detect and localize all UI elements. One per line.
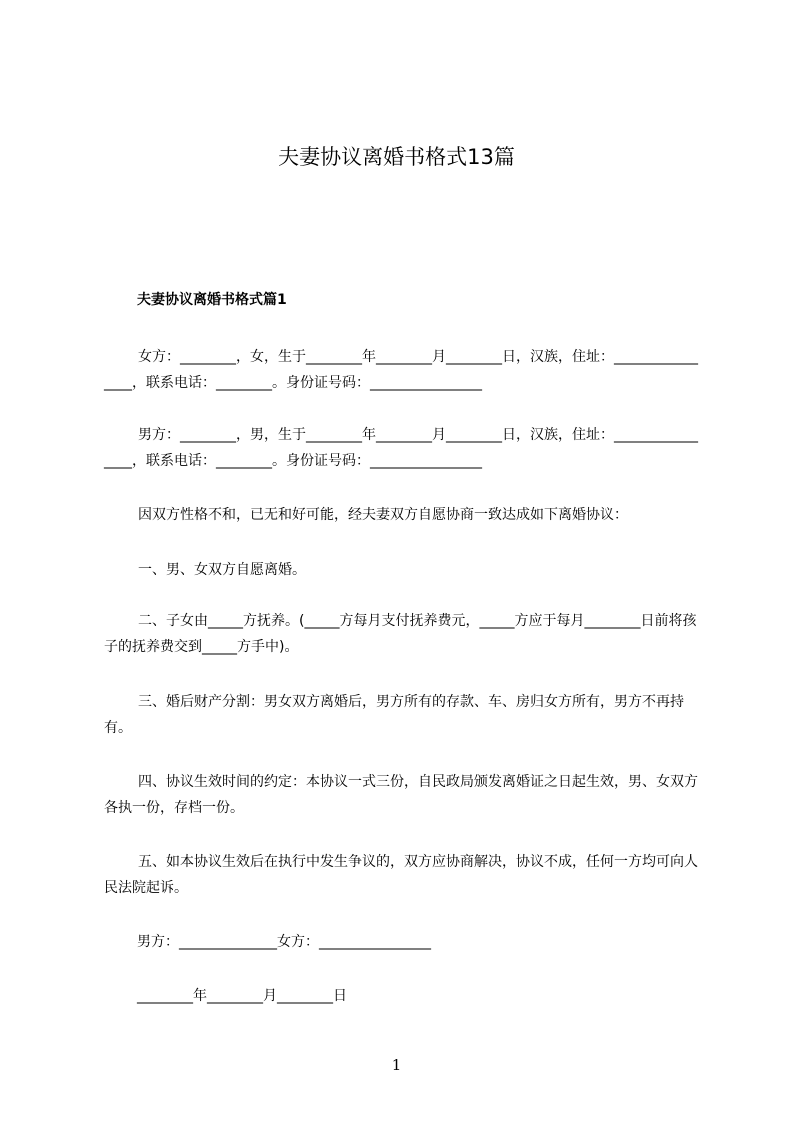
paragraph-female-party: 女方：________，女，生于________年________月________日，汉族，住址：________________，联系电话：________。身份证号码：________________: [104, 349, 698, 391]
paragraph-clause-1: 一、男、女双方自愿离婚。: [138, 562, 306, 578]
section-heading: 夫妻协议离婚书格式篇1: [137, 292, 287, 308]
paragraph-clause-2: 二、子女由_____方抚养。(_____方每月支付抚养费元，_____方应于每月________日前将孩子的抚养费交到_____方手中)。: [104, 613, 697, 655]
date-line: ________年________月________日: [137, 988, 347, 1004]
page-number: 1: [391, 1056, 402, 1074]
paragraph-clause-4: 四、协议生效时间的约定：本协议一式三份，自民政局颁发离婚证之日起生效，男、女双方各执一份，存档一份。: [104, 774, 698, 816]
paragraph-clause-3: 三、婚后财产分割：男女双方离婚后，男方所有的存款、车、房归女方所有，男方不再持有。: [104, 694, 684, 736]
paragraph-male-party: 男方：________，男，生于________年________月________日，汉族，住址：________________，联系电话：________。身份证号码：________________: [104, 427, 698, 469]
signature-line: 男方：______________女方：________________: [137, 934, 431, 950]
document-title: 夫妻协议离婚书格式13篇: [278, 145, 515, 169]
paragraph-clause-5: 五、如本协议生效后在执行中发生争议的，双方应协商解决，协议不成，任何一方均可向人民法院起诉。: [104, 854, 698, 896]
paragraph-reason: 因双方性格不和，已无和好可能，经夫妻双方自愿协商一致达成如下离婚协议：: [138, 507, 628, 523]
